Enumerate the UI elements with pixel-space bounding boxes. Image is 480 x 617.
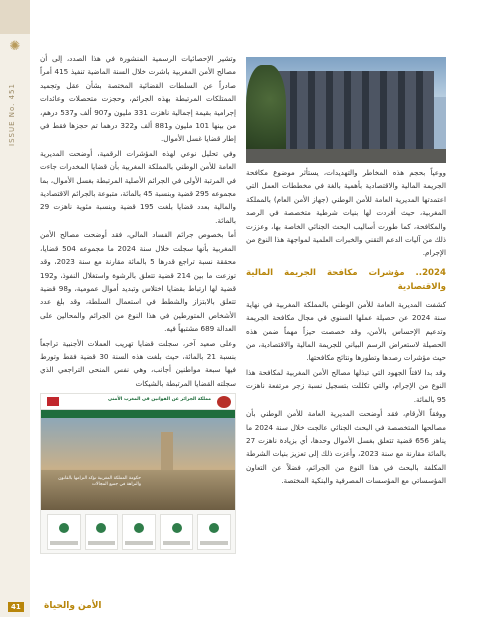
left-paragraph: وعلى صعيد آخر، سجلت قضايا تهريب العملات الأجنبية تراجعاً بنسبة 21 بالمائة، حيث بلغت هذه السنة 30 قضية فقط وتورط فيها سبعة مواطنين أجانب، وهي نفس المنحى التراجعي الذي سجلته القضايا المرتبطة بالشيكات: [40, 338, 237, 388]
left-paragraph: وتشير الإحصائيات الرسمية المنشورة في هذا الصدد، إلى أن مصالح الأمن المغربية باشرت خلال السنة الماضية تنفيذ 415 أمراً صادراً عن السلطات القضائية المختصة بشأن عقل وتجميد الممتلكات المرتبطة بهذه الجرائم، وحجزت متحصلات وعائدات إجرامية بقيمة إجمالية ناهزت 331 مليون و907 ألف و537 درهم، من بينها 101 مليون و881 ألف و322 درهما تم حجزها فقط في إطار قضايا غسل الأموال.: [40, 54, 237, 144]
emblem-icon: [217, 396, 231, 408]
section-heading: 2024.. مؤشرات مكافحة الجريمة المالية والاقتصادية: [246, 267, 446, 292]
service-card-label: [200, 541, 228, 545]
service-card: [122, 514, 156, 550]
building-photo: [246, 57, 446, 163]
service-card-label: [50, 541, 78, 545]
service-card-label: [163, 541, 191, 545]
right-paragraph: وقد بدا لافتاً الجهود التي تبذلها مصالح الأمن المغربية لمكافحة هذا النوع من الإجرام، والتي تكللت بتسجيل نسبة زجر مرتفعة ناهزت 95 بالمائة.: [246, 367, 446, 404]
service-icon: [134, 523, 144, 533]
website-header: [41, 394, 236, 410]
service-icon: [209, 523, 219, 533]
right-paragraph: كشفت المديرية العامة للأمن الوطني بالمملكة المغربية في نهاية سنة 2024 عن حصيلة عملها السنوي في مجال مكافحة الجريمة وتدعيم الإحساس بالأمن، وقد خصصت حيزاً مهماً ضمن هذه الحصيلة لاستعراض الرسم البياني للجريمة المالية والاقتصادية، من حيث مؤشرات رصدها وتطورها ونتائج مكافحتها.: [246, 299, 446, 363]
right-intro: ووعياً بحجم هذه المخاطر والتهديدات، يستأثر موضوع مكافحة الجريمة المالية والاقتصادية بأهمية بالغة في مخططات العمل التي اعتمدتها المديرية العامة للأمن الوطني (جهاز الأمن العام) بالمملكة المغربية، حيث أفردت لها بنيات شرطية متخصصة في الرصد والمكافحة، كما طورت أساليب البحث الجنائي الخاصة بها، وعززت ذلك من آليات الدعم التقني والخبرات العلمية لمواجهة هذا النوع من الإجرام.: [246, 168, 446, 258]
hero-text: حكومة المملكة المغربية تؤكد التزامها بالقانون والنزاهة في جميع المجالات: [58, 476, 141, 487]
issue-number: ISSUE No. 451: [8, 83, 16, 146]
right-column: [246, 166, 446, 489]
service-card: [85, 514, 119, 550]
service-card: [197, 514, 231, 550]
website-title: مملكة الجزائر عن القوانين في المغرب الأمني: [107, 397, 211, 402]
left-paragraph: وفي تحليل نوعي لهذه المؤشرات الرقمية، أوضحت المديرية العامة للأمن الوطني بالمملكة المغربية بأن قضايا المخدرات جاءت في المرتبة الأولى في الجرائم الأصلية المرتبطة بغسل الأموال، بما مجموعه 295 قضية وبنسبة 45 بالمائة، متبوعة بالجرائم الاقتصادية والمالية بعدد قضايا بلغت 195 قضية وبنسبة مئوية ناهزت 29 بالمائة.: [40, 148, 236, 225]
right-paragraph: ووفقاً الأرقام، فقد أوضحت المديرية العامة للأمن الوطني بأن مصالحها المتخصصة في البحث الجنائي عالجت خلال سنة 2024 ما يناهز 656 قضية تتعلق بغسل الأموال وحدها، أي بزيادة ناهزت 27 بالمائة مقارنة مع سنة 2023، وأعزت ذلك إلى تعزيز بنيات الشرطة المكلفة بالبحث في هذا النوع من الجرائم، فضلاً عن التعاون المؤسساتي مع المؤسسات المصرفية والبنكية المختصة.: [246, 409, 447, 486]
magazine-title: الأمن والحياة: [44, 601, 102, 611]
photo-ground: [246, 149, 446, 163]
left-paragraph: أما بخصوص جرائم الفساد المالي، فقد أوضحت مصالح الأمن المغربية بأنها سجلت خلال سنة 2024 ما مجموعه 504 قضايا، محققة نسبة تراجع قدرها 5 بالمائة مقارنة مع سنة 2023، وقد توزعت ما بين 214 قضية تتعلق بالرشوة واستغلال النفوذ، و192 قضية لها ارتباط بقضايا اختلاس وتبديد أموال عمومية، و98 قضية تتعلق بالابتزاز والشطط في استعمال السلطة، وقد بلغ عدد الأشخاص المتورطين في هذا النوع من الجرائم والمحالين على العدالة 689 مشتبهاً فيه.: [40, 230, 236, 334]
left-column: [40, 52, 236, 391]
website-hero: [41, 418, 236, 510]
ornament-icon: ✺: [9, 39, 21, 54]
website-service-cards: [47, 514, 231, 550]
website-screenshot: [40, 393, 236, 554]
page-sidebar: [0, 0, 30, 617]
service-card: [160, 514, 194, 550]
service-icon: [96, 523, 106, 533]
service-card-label: [88, 541, 116, 545]
service-card: [47, 514, 81, 550]
website-nav-bar: [41, 410, 236, 418]
page-number: 41: [8, 602, 24, 612]
service-card-label: [125, 541, 153, 545]
flag-icon: [47, 397, 59, 406]
service-icon: [172, 523, 182, 533]
sidebar-header-block: [0, 0, 30, 34]
service-icon: [59, 523, 69, 533]
